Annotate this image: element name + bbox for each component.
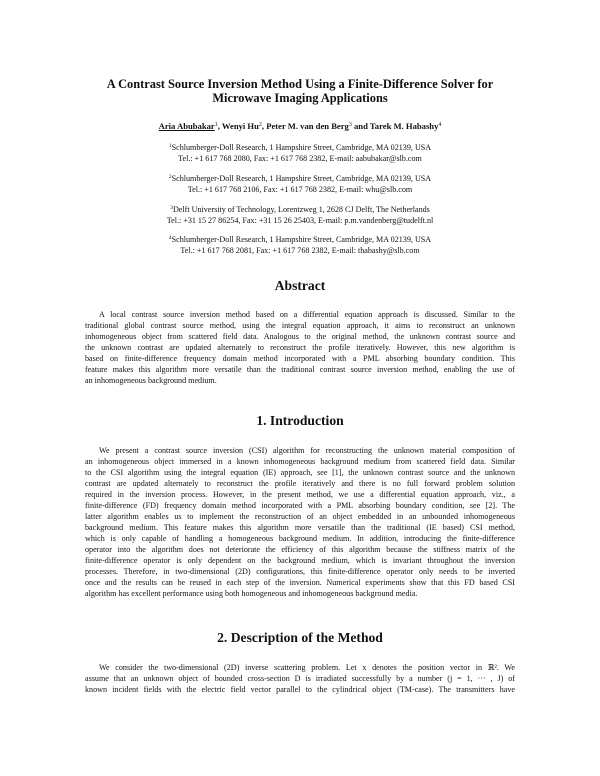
text-line: A local contrast source inversion method based on a differential equation approach is discussed. Similar to the (99, 310, 515, 319)
method-paragraph (85, 662, 515, 695)
affiliation-contact: Tel.: +31 15 27 86254, Fax: +31 15 26 25403, E-mail: p.m.vandenberg@tudelft.nl (166, 216, 434, 225)
text-line: the unknown contrast are updated alternately to reconstruct the profile iteratively. However, this new algorithm is (85, 343, 515, 352)
title-line: Microwave Imaging Applications (212, 91, 388, 105)
section-heading-method: 2. Description of the Method (217, 630, 383, 645)
affiliation (60, 203, 540, 226)
affiliation-address: Schlumberger-Doll Research, 1 Hampshire Street, Cambridge, MA 02139, USA (171, 143, 432, 152)
author-affiliation-mark: 1 (214, 122, 218, 128)
text-line: finite-difference operator is only dependent on the background medium, which is invariant throughout the inversion (85, 556, 515, 565)
text-line: inhomogeneous object from scattered field data. Analogous to the original method, the unknown contrast source and (85, 332, 515, 341)
author-affiliation-mark: 4 (438, 122, 442, 128)
affiliation (60, 141, 540, 164)
text-line: latter algorithm enables us to implement the reconstruction of an object embedded in an unbounded inhomogeneous (85, 512, 515, 521)
text-line: processes. Therefore, in two-dimensional (2D) configurations, this finite-difference operator only needs to be inverted (85, 567, 515, 576)
introduction-paragraph (85, 445, 515, 599)
affiliation-mark: 2 (168, 174, 172, 180)
text-line: traditional global contrast source method, using the integral equation approach, it aims to reconstruct an unknown (85, 321, 515, 330)
author-name: Wenyi Hu (221, 121, 259, 131)
author-list (60, 120, 540, 132)
author-affiliation-mark: 2 (258, 122, 262, 128)
affiliation-contact: Tel.: +1 617 768 2081, Fax: +1 617 768 2382, E-mail: thabashy@slb.com (180, 246, 420, 255)
affiliation-mark: 4 (168, 235, 172, 241)
affiliation-address: Schlumberger-Doll Research, 1 Hampshire Street, Cambridge, MA 02139, USA (171, 235, 432, 244)
affiliation-address: Delft University of Technology, Lorentzweg 1, 2628 CJ Delft, The Netherlands (172, 205, 430, 214)
text-line: which is only capable of handling a homogeneous background medium. In addition, introducing the finite-difference (85, 534, 515, 543)
text-line: contrast are updated alternately to reconstruct the profile iteratively and there is no full forward problem solution (85, 479, 515, 488)
affiliation (60, 233, 540, 256)
text-line: finite-difference (FD) frequency domain method incorporated with a PML absorbing boundary condition, see [2]. The (85, 501, 515, 510)
affiliation-mark: 1 (168, 143, 172, 149)
affiliation-address: Schlumberger-Doll Research, 1 Hampshire Street, Cambridge, MA 02139, USA (171, 174, 432, 183)
text-line: background medium. This feature makes this algorithm more versatile than the traditional (IE based) CSI method, (85, 523, 515, 532)
text-line: based on finite-difference frequency domain method incorporated with a PML absorbing boundary condition. This (85, 354, 515, 363)
text-line: once and the results can be reused in each step of the inversion. Numerical experiments show that this FD based CSI (85, 578, 515, 587)
text-line: known incident fields with the electric field vector parallel to the cylindrical object (TM-case). The transmitters have (85, 685, 515, 694)
text-line: algorithm has excellent performance using both homogeneous and inhomogeneous background media. (85, 589, 418, 598)
text-line: feature makes this algorithm more versatile than the traditional contrast source inversion method, enabling the use of (85, 365, 515, 374)
author-separator: , (217, 121, 222, 131)
affiliation-mark: 3 (170, 205, 173, 211)
abstract-heading: Abstract (274, 278, 326, 293)
section-heading-introduction: 1. Introduction (256, 413, 344, 428)
text-line: an inhomogeneous background medium. (85, 376, 217, 385)
affiliation-contact: Tel.: +1 617 768 2106, Fax: +1 617 768 2382, E-mail: whu@slb.com (187, 185, 413, 194)
text-line: We consider the two-dimensional (2D) inverse scattering problem. Let x denotes the position vector in ℝ². We (99, 663, 515, 672)
text-line: to the CSI algorithm using the integral equation (IE) approach, see [1], the unknown contrast source and the unknown (85, 468, 515, 477)
author-name: Tarek M. Habashy (369, 121, 439, 131)
affiliation (60, 172, 540, 195)
author-name: Aria Abubakar (158, 121, 215, 131)
affiliation-contact: Tel.: +1 617 768 2080, Fax: +1 617 768 2382, E-mail: aabubakar@slb.com (178, 154, 422, 163)
text-line: an inhomogeneous object immersed in a known inhomogeneous background medium from scattered field data. Similar (85, 457, 515, 466)
title-line: A Contrast Source Inversion Method Using a Finite-Difference Solver for (106, 77, 494, 91)
text-line: We present a contrast source inversion (CSI) algorithm for reconstructing the unknown material composition of (99, 446, 515, 455)
author-separator: and (351, 121, 370, 131)
author-separator: , (261, 121, 267, 131)
abstract-paragraph (85, 309, 515, 386)
paper-title (70, 77, 530, 105)
author-name: Peter M. van den Berg (266, 121, 349, 131)
text-line: operator into the algorithm does not deteriorate the efficiency of this algorithm because the stiffness matrix of the (85, 545, 515, 554)
text-line: assume that an unknown object of bounded cross-section D is irradiated successfully by a number (j = 1, ··· , J) of (85, 674, 515, 683)
author-affiliation-mark: 3 (348, 122, 352, 128)
text-line: required in the inversion process. However, in the present method, we use a differential equation approach, viz., a (85, 490, 515, 499)
